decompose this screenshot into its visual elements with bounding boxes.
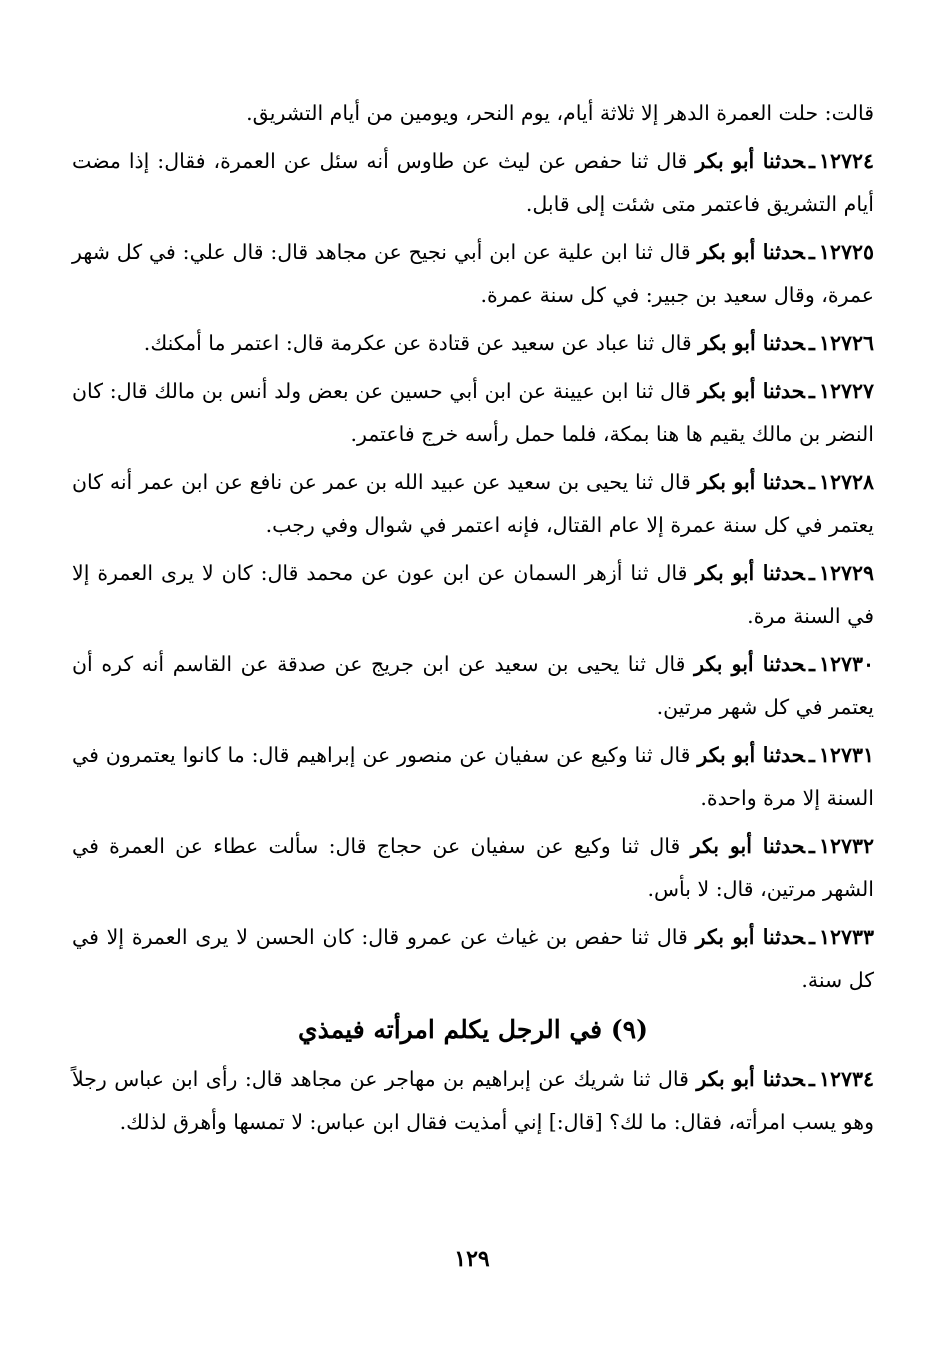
entry-separator: ـ: [808, 470, 815, 494]
entry-intro: حدثنا أبو بكر: [697, 743, 805, 767]
page-number: ١٢٩: [454, 1246, 490, 1272]
entry-number: ١٢٧٣٢: [818, 834, 874, 858]
entry-separator: ـ: [808, 240, 815, 264]
entry-text: قال ثنا حفص بن غياث عن عمرو قال: كان الحسن لا يرى العمرة إلا في كل سنة.: [72, 925, 874, 992]
page-body: [72, 92, 874, 1149]
entry-text: قال ثنا حفص عن ليث عن طاوس أنه سئل عن العمرة، فقال: إذا مضت أيام التشريق فاعتمر متى شئت إلى قابل.: [72, 149, 874, 216]
entry-text: قال ثنا ابن عيينة عن ابن أبي حسين عن بعض ولد أنس بن مالك قال: كان النضر بن مالك يقيم ها هنا بمكة، فلما حمل رأسه خرج فاعتمر.: [72, 379, 874, 446]
entry-intro: حدثنا أبو بكر: [697, 470, 805, 494]
entry-number: ١٢٧٢٤: [818, 149, 875, 173]
entry-intro: حدثنا أبو بكر: [694, 652, 805, 676]
hadith-entry: [72, 1058, 874, 1144]
entry-intro: حدثنا أبو بكر: [696, 1067, 805, 1091]
hadith-entry: [72, 552, 874, 638]
entry-separator: ـ: [808, 743, 815, 767]
hadith-entries: [72, 140, 874, 1002]
entry-number: ١٢٧٣٠: [818, 652, 875, 676]
entry-separator: ـ: [808, 1067, 815, 1091]
entry-number: ١٢٧٢٧: [818, 379, 874, 403]
entry-number: ١٢٧٢٨: [818, 470, 874, 494]
entry-text: قال ثنا يحيى بن سعيد عن عبيد الله بن عمر عن نافع عن ابن عمر أنه كان يعتمر في كل سنة عمرة إلا عام القتال، فإنه اعتمر في شوال وفي رجب.: [72, 470, 874, 537]
entry-separator: ـ: [808, 379, 815, 403]
entry-intro: حدثنا أبو بكر: [695, 925, 805, 949]
entry-text: قال ثنا أزهر السمان عن ابن عون عن محمد قال: كان لا يرى العمرة إلا في السنة مرة.: [72, 561, 874, 628]
entry-number: ١٢٧٣٣: [818, 925, 875, 949]
entry-separator: ـ: [808, 652, 815, 676]
entry-intro: حدثنا أبو بكر: [695, 561, 805, 585]
entry-number: ١٢٧٢٦: [818, 331, 874, 355]
entry-number: ١٢٧٣١: [818, 743, 874, 767]
hadith-entry: [72, 734, 874, 820]
section-heading: (٩) في الرجل يكلم امرأته فيمذي: [298, 1015, 648, 1044]
entry-number: ١٢٧٢٥: [818, 240, 874, 264]
entry-text: قال ثنا يحيى بن سعيد عن ابن جريج عن صدقة عن القاسم أنه كره أن يعتمر في كل شهر مرتين.: [72, 652, 874, 719]
entry-text: قال ثنا شريك عن إبراهيم بن مهاجر عن مجاهد قال: رأى ابن عباس رجلاً وهو يسب امرأته، فقال: ما لك؟ [قال:] إني أمذيت فقال ابن عباس: لا تمسها وأهرق لذلك.: [72, 1067, 874, 1134]
opening-paragraph: قالت: حلت العمرة الدهر إلا ثلاثة أيام، يوم النحر، ويومين من أيام التشريق.: [246, 101, 874, 125]
entry-text: قال ثنا وكيع عن سفيان عن منصور عن إبراهيم قال: ما كانوا يعتمرون في السنة إلا مرة واحدة.: [72, 743, 874, 810]
hadith-entry: [72, 370, 874, 456]
entry-separator: ـ: [808, 925, 815, 949]
hadith-entry: [72, 140, 874, 226]
entry-intro: حدثنا أبو بكر: [697, 379, 805, 403]
entry-separator: ـ: [808, 149, 815, 173]
hadith-entry: [72, 231, 874, 317]
entry-text: قال ثنا وكيع عن سفيان عن حجاج قال: سألت عطاء عن العمرة في الشهر مرتين، قال: لا بأس.: [72, 834, 874, 901]
entry-intro: حدثنا أبو بكر: [695, 149, 805, 173]
entry-separator: ـ: [808, 331, 815, 355]
entry-text: قال ثنا عباد عن سعيد عن قتادة عن عكرمة قال: اعتمر ما أمكنك.: [143, 331, 692, 355]
hadith-entry: [72, 825, 874, 911]
hadith-entry: [72, 461, 874, 547]
entry-intro: حدثنا أبو بكر: [697, 240, 805, 264]
entry-intro: حدثنا أبو بكر: [698, 331, 805, 355]
entry-separator: ـ: [808, 561, 815, 585]
entry-number: ١٢٧٣٤: [818, 1067, 874, 1091]
entry-text: قال ثنا ابن علية عن ابن أبي نجيح عن مجاهد قال: قال علي: في كل شهر عمرة، وقال سعيد بن جبير: في كل سنة عمرة.: [72, 240, 874, 307]
entry-separator: ـ: [808, 834, 815, 858]
hadith-entry: [72, 643, 874, 729]
entry-number: ١٢٧٢٩: [818, 561, 874, 585]
hadith-entry: [72, 916, 874, 1002]
entry-intro: حدثنا أبو بكر: [690, 834, 805, 858]
hadith-entry: [72, 322, 874, 365]
